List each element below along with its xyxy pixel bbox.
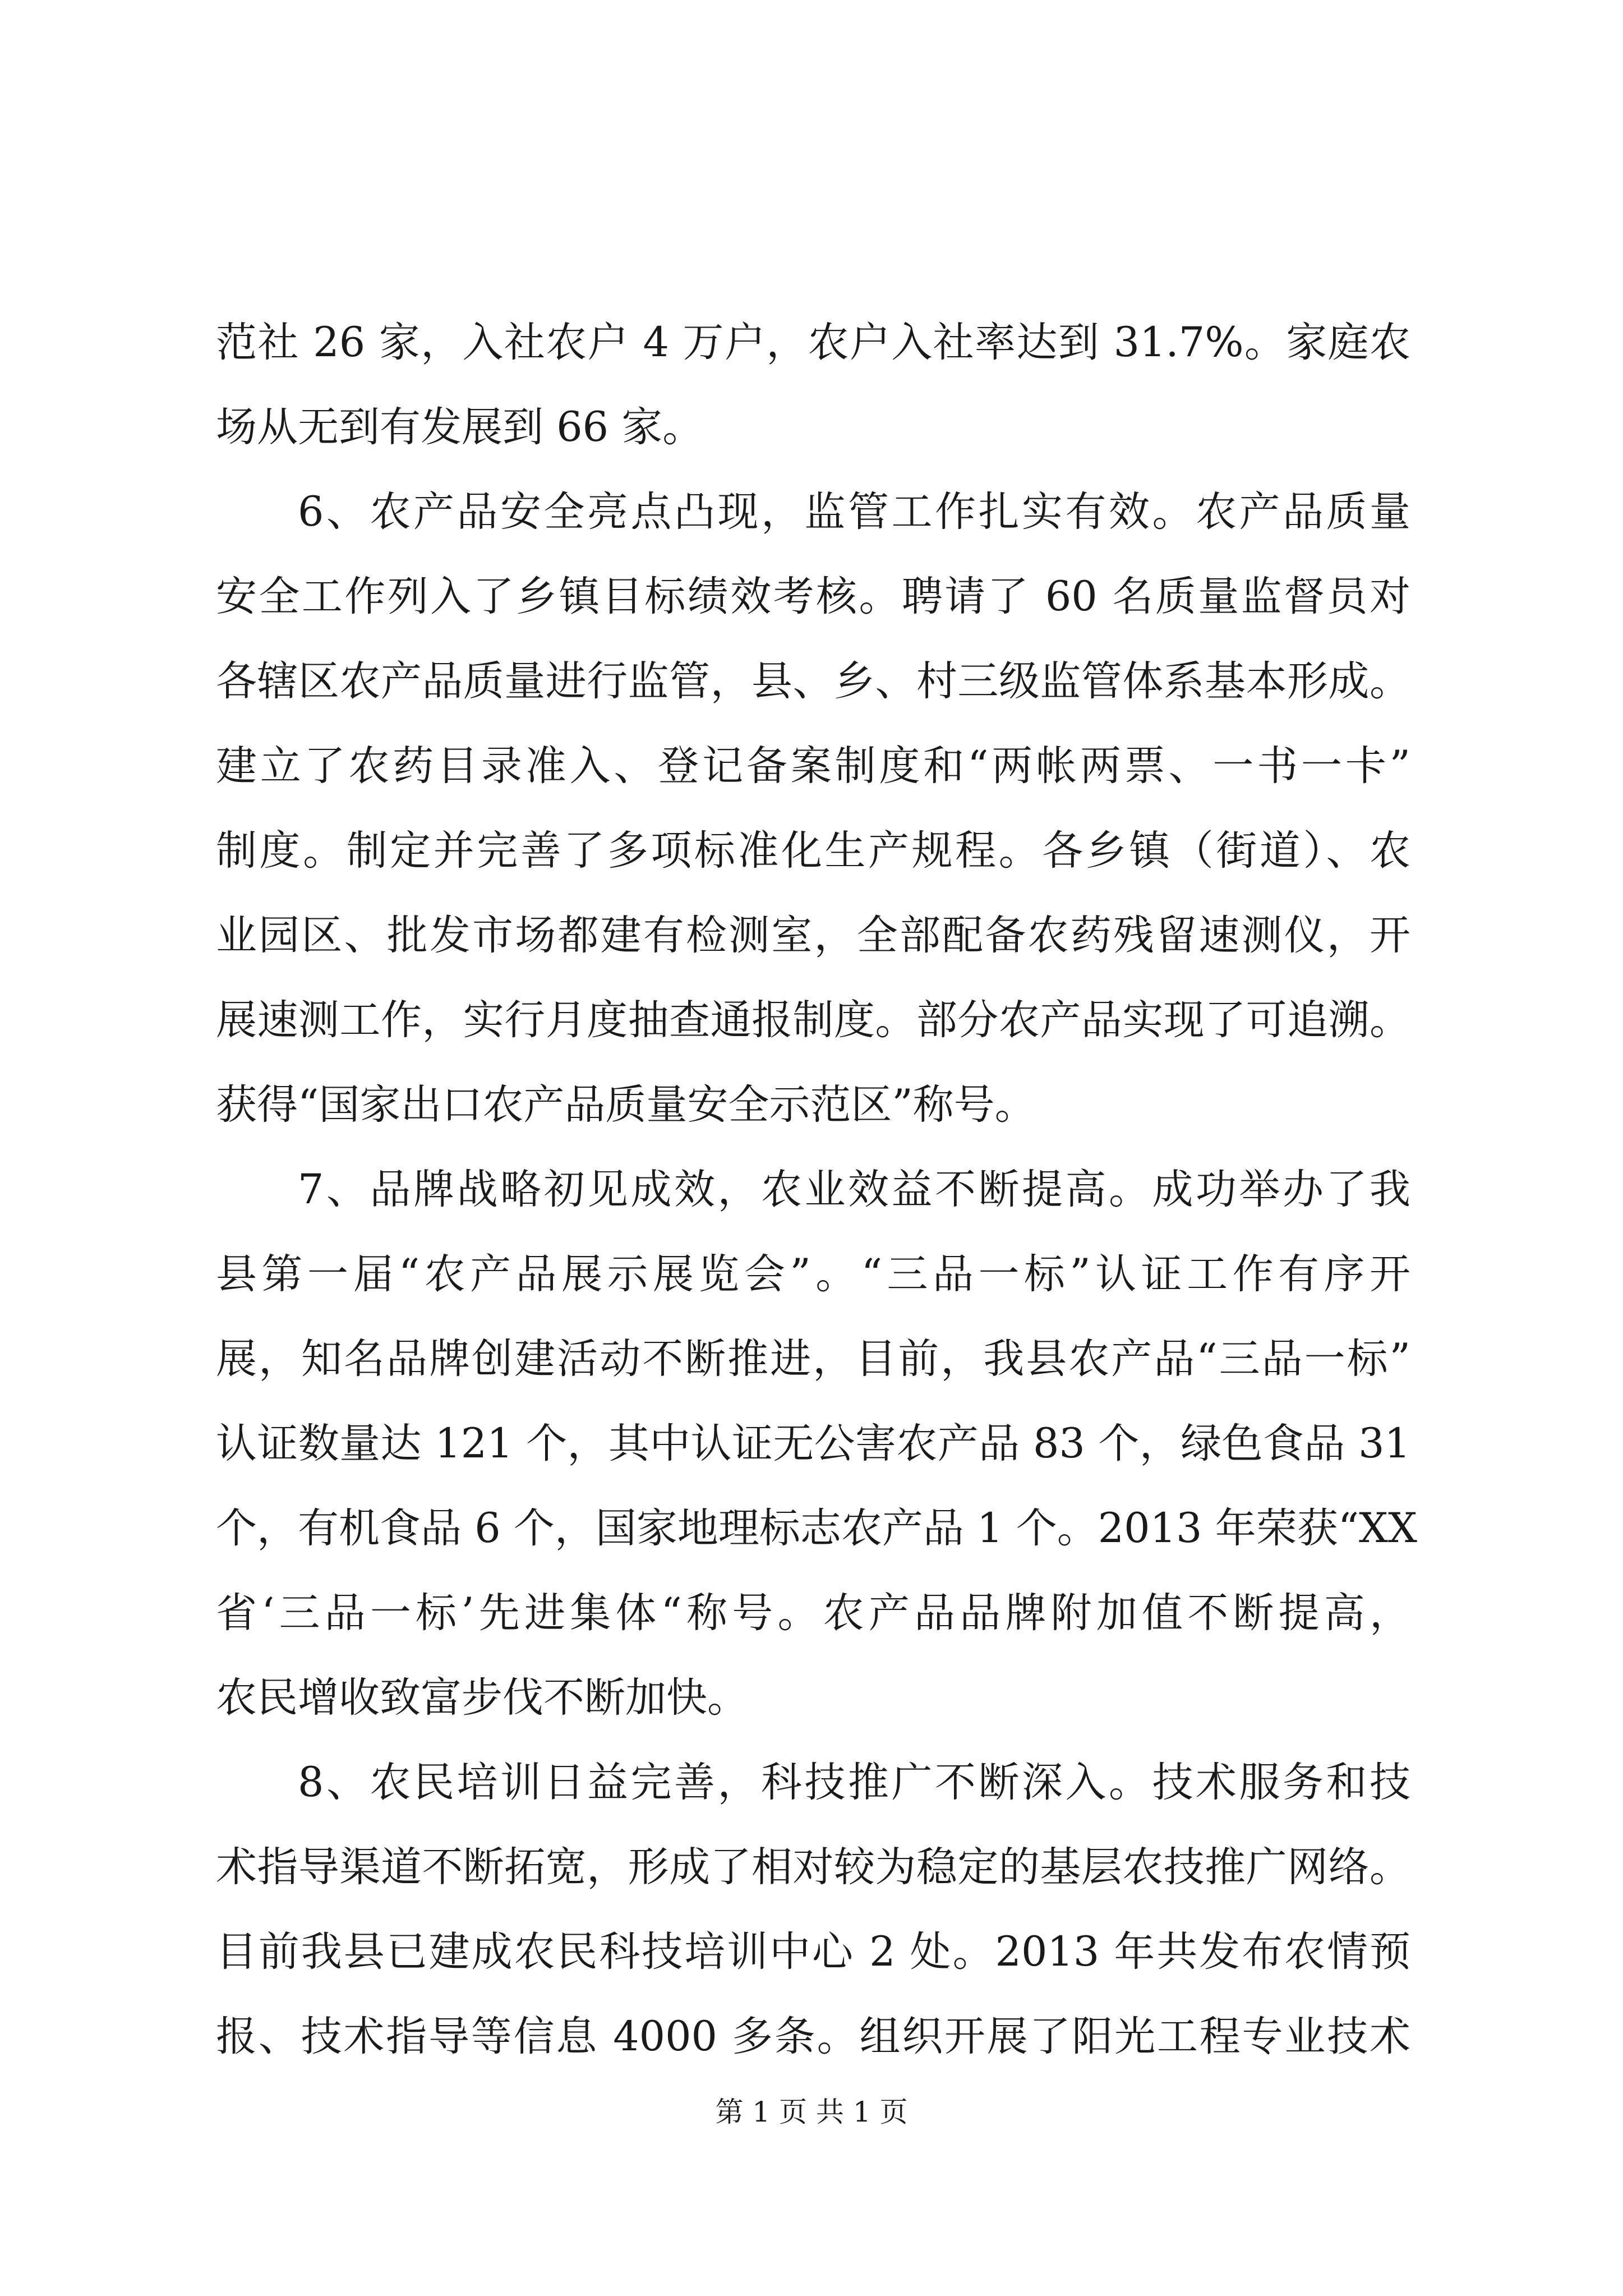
document-body bbox=[216, 300, 1417, 2079]
text-line: 8、农民培训日益完善，科技推广不断深入。技术服务和技 bbox=[298, 1759, 1410, 1806]
text-line: 场从无到有发展到 66 家。 bbox=[216, 403, 704, 451]
text-line: 7、品牌战略初见成效，农业效益不断提高。成功举办了我 bbox=[298, 1166, 1410, 1213]
text-line: 建立了农药目录准入、登记备案制度和“两帐两票、一书一卡” bbox=[216, 742, 1410, 790]
text-line: 认证数量达 121 个，其中认证无公害农产品 83 个，绿色食品 31 bbox=[216, 1420, 1410, 1467]
text-line: 个，有机食品 6 个，国家地理标志农产品 1 个。2013 年荣获“XX bbox=[216, 1504, 1417, 1552]
text-line: 6、农产品安全亮点凸现，监管工作扎实有效。农产品质量 bbox=[298, 488, 1410, 536]
text-line: 省‘三品一标’先进集体“称号。农产品品牌附加值不断提高， bbox=[216, 1589, 1410, 1637]
text-line: 各辖区农产品质量进行监管，县、乡、村三级监管体系基本形成。 bbox=[216, 657, 1410, 705]
text-line: 展速测工作，实行月度抽查通报制度。部分农产品实现了可追溯。 bbox=[216, 996, 1410, 1044]
text-line: 目前我县已建成农民科技培训中心 2 处。2013 年共发布农情预 bbox=[216, 1928, 1410, 1976]
page-footer: 第 1 页 共 1 页 bbox=[715, 2096, 908, 2128]
text-line: 展，知名品牌创建活动不断推进，目前，我县农产品“三品一标” bbox=[216, 1335, 1410, 1383]
text-line: 制度。制定并完善了多项标准化生产规程。各乡镇（街道）、农 bbox=[216, 827, 1410, 875]
text-line: 农民增收致富步伐不断加快。 bbox=[216, 1674, 748, 1722]
text-line: 报、技术指导等信息 4000 多条。组织开展了阳光工程专业技术 bbox=[216, 2013, 1410, 2060]
text-line: 安全工作列入了乡镇目标绩效考核。聘请了 60 名质量监督员对 bbox=[216, 573, 1410, 620]
text-line: 业园区、批发市场都建有检测室，全部配备农药残留速测仪，开 bbox=[216, 912, 1410, 959]
text-line: 获得“国家出口农产品质量安全示范区”称号。 bbox=[216, 1081, 1036, 1129]
text-line: 术指导渠道不断拓宽，形成了相对较为稳定的基层农技推广网络。 bbox=[216, 1843, 1410, 1891]
text-line: 县第一届“农产品展示展览会”。“三品一标”认证工作有序开 bbox=[216, 1250, 1410, 1298]
text-line: 范社 26 家，入社农户 4 万户，农户入社率达到 31.7%。家庭农 bbox=[216, 319, 1410, 366]
